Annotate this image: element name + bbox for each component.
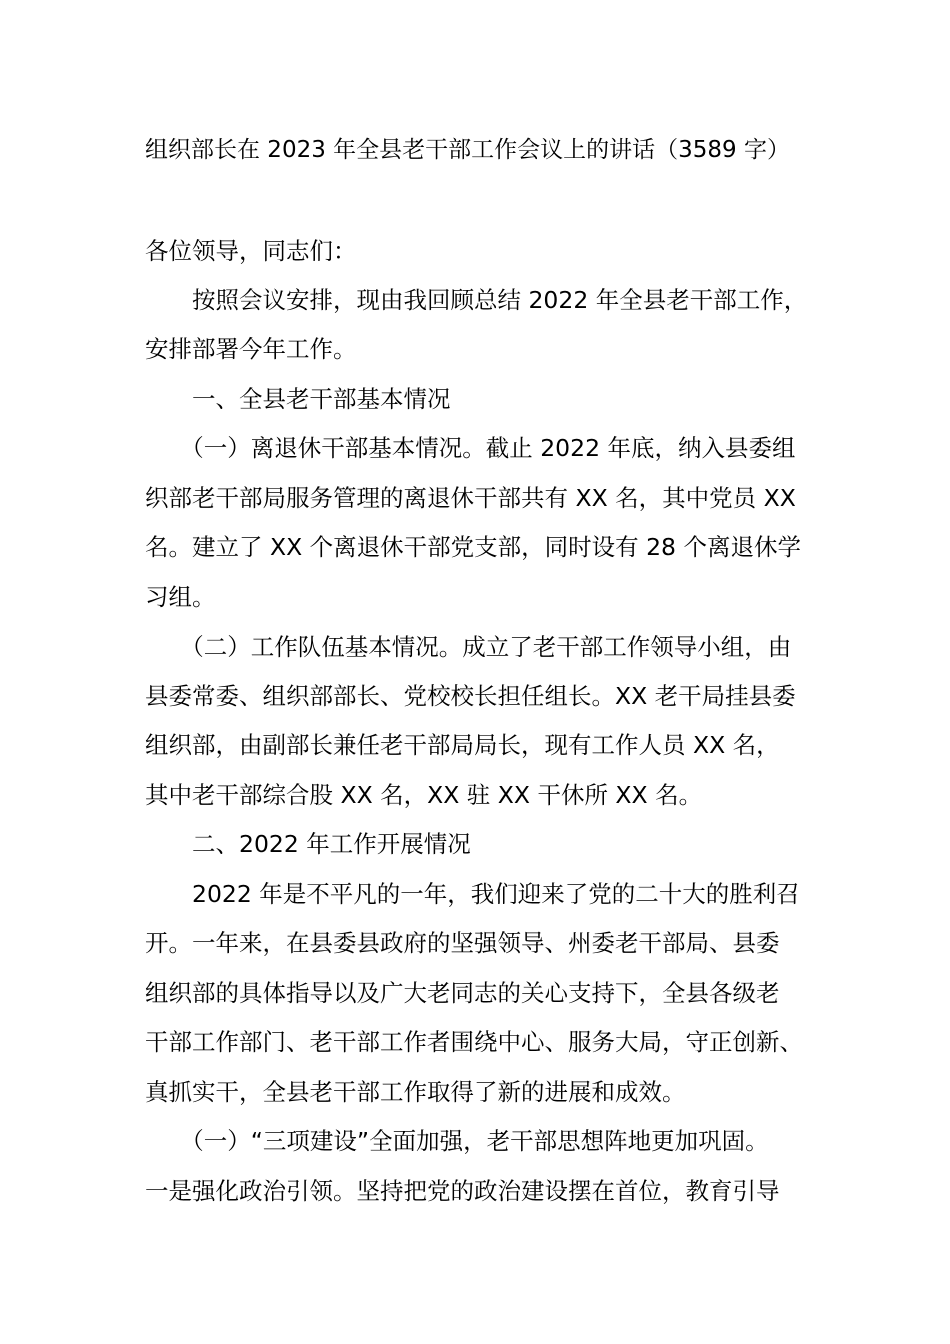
body-line: 干部工作部门、老干部工作者围绕中心、服务大局，守正创新、 <box>145 1028 803 1056</box>
body-line: 一是强化政治引领。坚持把党的政治建设摆在首位，教育引导 <box>145 1177 780 1205</box>
section-heading: 一、全县老干部基本情况 <box>145 385 451 413</box>
body-line: 其中老干部综合股 XX 名，XX 驻 XX 干休所 XX 名。 <box>145 781 703 809</box>
salutation: 各位领导，同志们： <box>145 237 357 265</box>
body-line: 习组。 <box>145 583 216 611</box>
body-line: 真抓实干，全县老干部工作取得了新的进展和成效。 <box>145 1078 686 1106</box>
body-line: （二）工作队伍基本情况。成立了老干部工作领导小组，由 <box>145 633 792 661</box>
body-line: 安排部署今年工作。 <box>145 335 357 363</box>
body-line: （一）离退休干部基本情况。截止 2022 年底，纳入县委组 <box>145 434 796 462</box>
body-line: 名。建立了 XX 个离退休干部党支部，同时设有 28 个离退休学 <box>145 533 801 561</box>
document-title: 组织部长在 2023 年全县老干部工作会议上的讲话（3589 字） <box>145 137 790 163</box>
body-line: 2022 年是不平凡的一年，我们迎来了党的二十大的胜利召 <box>145 880 800 908</box>
body-line: 织部老干部局服务管理的离退休干部共有 XX 名，其中党员 XX <box>145 484 796 512</box>
body-line: （一）“三项建设”全面加强，老干部思想阵地更加巩固。 <box>145 1127 769 1155</box>
body-line: 组织部的具体指导以及广大老同志的关心支持下，全县各级老 <box>145 979 780 1007</box>
body-line: 开。一年来，在县委县政府的坚强领导、州委老干部局、县委 <box>145 929 780 957</box>
body-line: 县委常委、组织部部长、党校校长担任组长。XX 老干局挂县委 <box>145 682 796 710</box>
section-heading: 二、2022 年工作开展情况 <box>145 830 471 858</box>
body-line: 组织部，由副部长兼任老干部局局长，现有工作人员 XX 名， <box>145 731 780 759</box>
body-line: 按照会议安排，现由我回顾总结 2022 年全县老干部工作， <box>145 286 808 314</box>
